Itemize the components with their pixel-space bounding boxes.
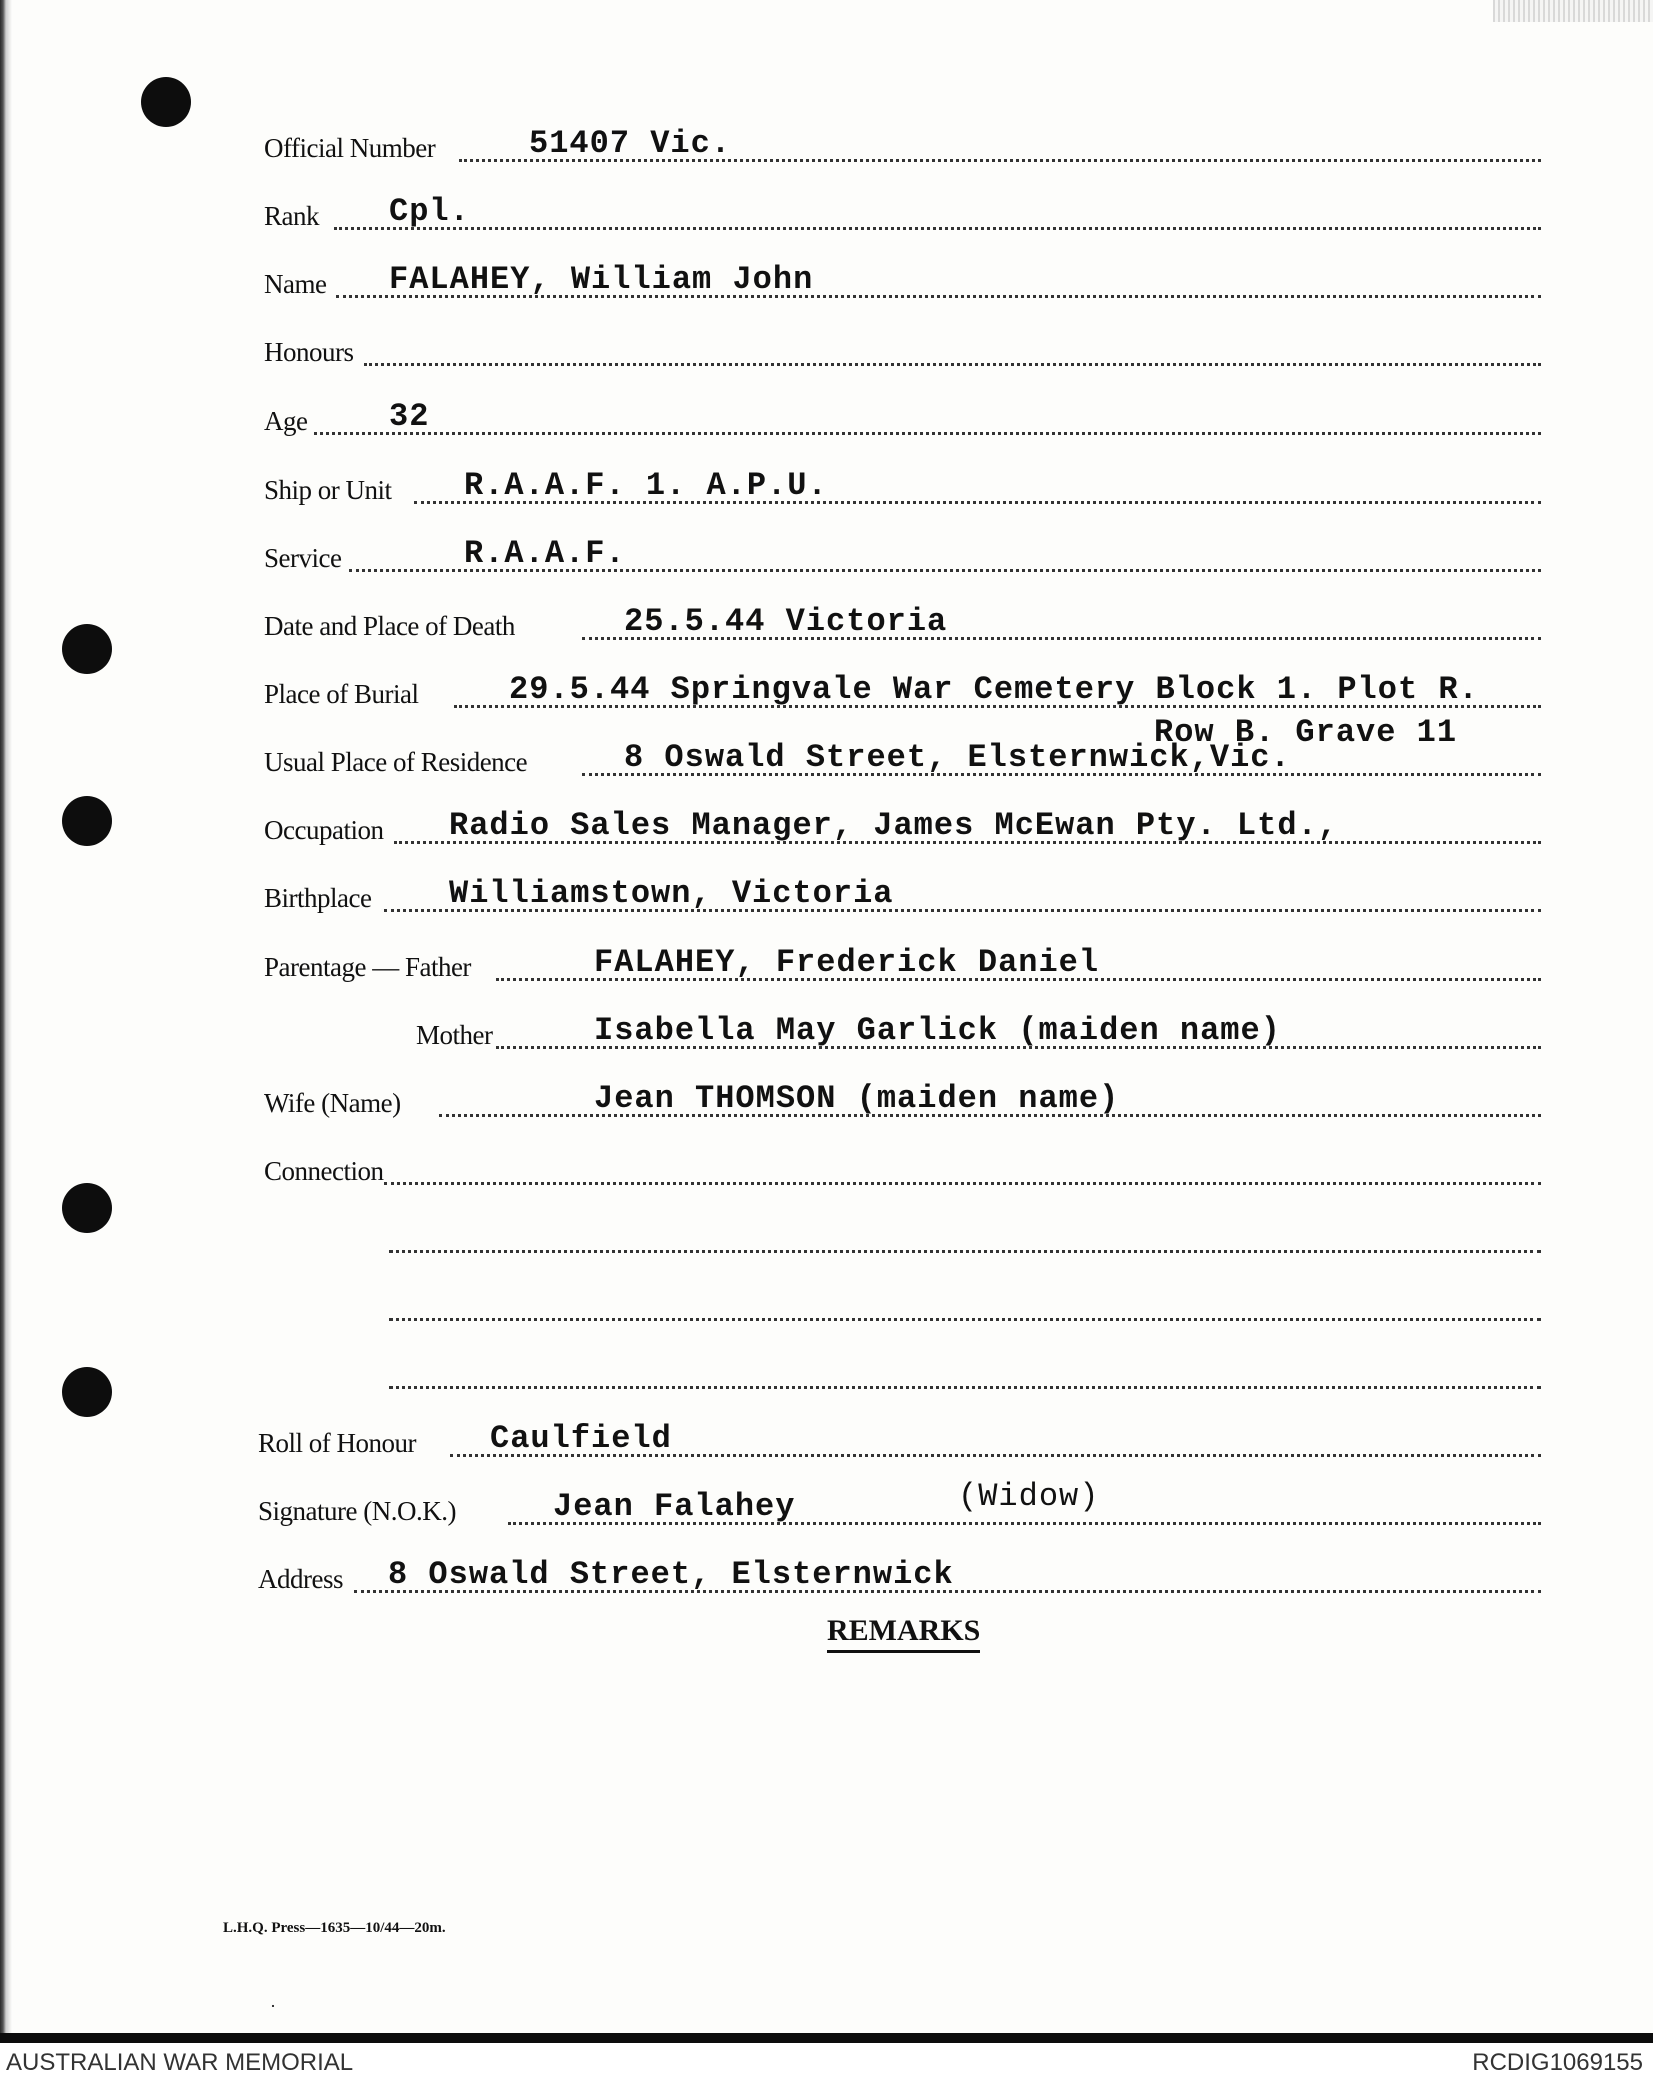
field-label: Place of Burial — [264, 679, 419, 709]
scan-noise — [1493, 0, 1653, 22]
field-value: Caulfield — [490, 1420, 672, 1457]
punch-hole — [141, 77, 191, 127]
field-value: 8 Oswald Street, Elsternwick,Vic. — [624, 739, 1291, 776]
field-official-number — [264, 124, 1541, 170]
field-label: Service — [264, 543, 342, 573]
field-date-place-death — [264, 602, 1541, 648]
field-value: R.A.A.F. — [464, 535, 626, 572]
field-connection — [264, 1147, 1541, 1193]
punch-hole — [62, 796, 112, 846]
field-label: Address — [258, 1564, 343, 1594]
field-place-burial — [264, 670, 1541, 751]
field-label: Official Number — [264, 133, 436, 163]
field-label: Wife (Name) — [264, 1088, 401, 1118]
field-label: Occupation — [264, 815, 384, 845]
field-label: Parentage — Father — [264, 952, 471, 982]
field-label: Roll of Honour — [258, 1428, 416, 1458]
field-wife — [264, 1079, 1541, 1125]
field-label: Mother — [416, 1020, 493, 1050]
field-service — [264, 534, 1541, 580]
field-label: Connection — [264, 1156, 384, 1186]
scan-speck: · — [270, 1996, 276, 2016]
press-note: L.H.Q. Press—1635—10/44—20m. — [223, 1920, 446, 1936]
field-value: 29.5.44 Springvale War Cemetery Block 1. Plot R. — [509, 671, 1479, 708]
footer-institution: AUSTRALIAN WAR MEMORIAL — [6, 2049, 354, 2076]
remarks-heading: REMARKS — [827, 1614, 980, 1653]
field-value: Cpl. — [389, 193, 470, 230]
field-value: Williamstown, Victoria — [449, 875, 894, 912]
field-usual-residence — [264, 738, 1541, 784]
field-label: Usual Place of Residence — [264, 747, 528, 777]
connection-blank-line — [264, 1283, 1541, 1329]
field-name — [264, 260, 1541, 306]
field-label: Honours — [264, 337, 354, 367]
field-value: Radio Sales Manager, James McEwan Pty. Ltd., — [449, 807, 1338, 844]
field-label: Rank — [264, 201, 319, 231]
field-birthplace — [264, 874, 1541, 920]
field-value: FALAHEY, Frederick Daniel — [594, 944, 1100, 981]
punch-hole — [62, 1367, 112, 1417]
punch-hole — [62, 624, 112, 674]
field-mother — [264, 1011, 1541, 1057]
field-label: Name — [264, 269, 327, 299]
field-value: 25.5.44 Victoria — [624, 603, 948, 640]
field-value: R.A.A.F. 1. A.P.U. — [464, 467, 828, 504]
archive-footer — [0, 2043, 1653, 2081]
field-occupation — [264, 806, 1541, 852]
field-label: Signature (N.O.K.) — [258, 1496, 456, 1526]
field-value: Jean THOMSON (maiden name) — [594, 1080, 1120, 1117]
field-value: Jean Falahey — [553, 1488, 796, 1525]
field-roll-of-honour — [258, 1419, 1541, 1465]
field-label: Age — [264, 406, 308, 436]
field-value: 32 — [389, 398, 430, 435]
field-label: Date and Place of Death — [264, 611, 515, 641]
field-father — [264, 943, 1541, 989]
field-value-continued: Row B. Grave 11 — [1154, 714, 1458, 751]
footer-record-id: RCDIG1069155 — [1472, 2049, 1643, 2076]
field-value: 51407 Vic. — [529, 125, 732, 162]
field-ship-or-unit — [264, 466, 1541, 512]
field-note: (Widow) — [958, 1478, 1100, 1515]
connection-blank-line — [264, 1351, 1541, 1397]
field-signature — [258, 1478, 1541, 1533]
connection-blank-line — [264, 1215, 1541, 1261]
field-value: Isabella May Garlick (maiden name) — [594, 1012, 1281, 1049]
scan-left-edge — [0, 0, 12, 2040]
field-age — [264, 397, 1541, 443]
scan-bottom-edge — [0, 2033, 1653, 2043]
field-value: FALAHEY, William John — [389, 261, 814, 298]
field-value: 8 Oswald Street, Elsternwick — [388, 1556, 954, 1593]
field-rank — [264, 192, 1541, 238]
punch-hole — [62, 1183, 112, 1233]
field-honours — [264, 328, 1541, 374]
field-label: Ship or Unit — [264, 475, 392, 505]
field-address — [258, 1555, 1541, 1601]
field-label: Birthplace — [264, 883, 372, 913]
